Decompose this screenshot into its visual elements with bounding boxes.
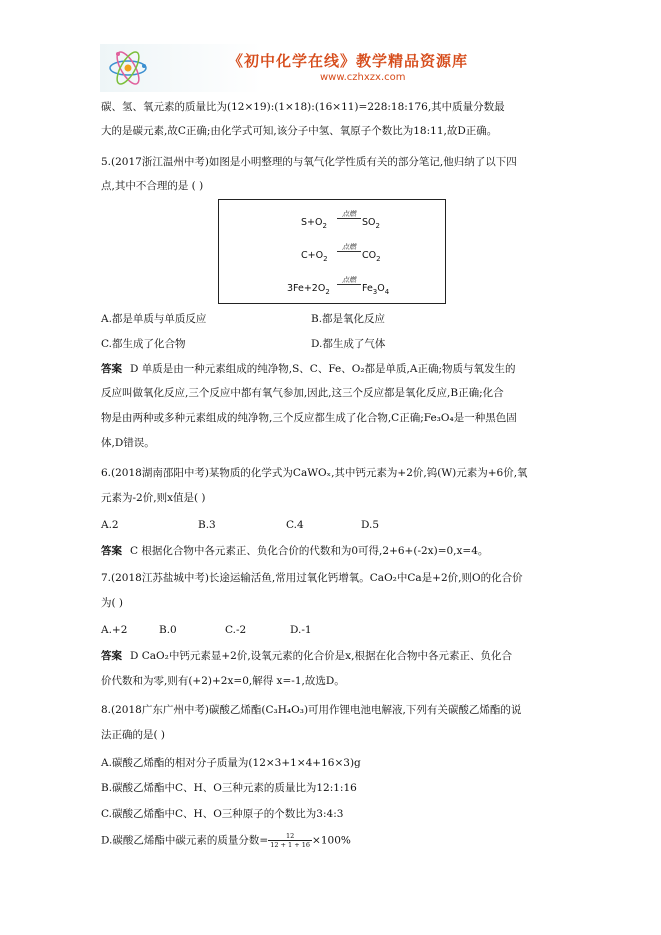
q5-option-d: D.都生成了气体	[311, 338, 386, 350]
q6-answer-line-1: 答案 C 根据化合物中各元素正、负化合价的代数和为0可得,2+6+(-2x)=0,x=4。	[101, 545, 489, 557]
q6-stem-line-2: 元素为-2价,则x值是( )	[101, 492, 206, 504]
equation-2-product: $CO_2$	[362, 250, 381, 263]
q6-option-d: D.5	[361, 519, 380, 531]
banner-title: 《初中化学在线》教学精品资源库	[228, 52, 469, 70]
q7-option-c: C.-2	[225, 624, 247, 636]
q7-stem-line-2: 为( )	[101, 597, 124, 609]
banner-url: www.czhxzx.com	[320, 72, 406, 83]
q7-stem-line-1: 7.(2018江苏盐城中考)长途运输活鱼,常用过氧化钙增氧。CaO₂中Ca是+2价,则O的化合价	[101, 572, 523, 584]
intro-line-2: 大的是碳元素,故C正确;由化学式可知,该分子中氢、氧原子个数比为18:11,故D正确。	[101, 125, 498, 137]
q5-answer-line-1: 答案 D 单质是由一种元素组成的纯净物,S、C、Fe、O₂都是单质,A正确;物质与氧发生的	[101, 363, 516, 375]
q7-option-d: D.-1	[290, 624, 312, 636]
q5-option-b: B.都是氧化反应	[311, 313, 386, 325]
equation-2-condition: 点燃	[337, 243, 361, 252]
q6-option-b: B.3	[198, 519, 216, 531]
q7-option-b: B.0	[159, 624, 177, 636]
equation-1-product: $SO_2$	[362, 217, 380, 230]
answer-label: 答案	[101, 363, 122, 375]
q7-answer-line-1: 答案 D CaO₂中钙元素显+2价,设氧元素的化合价是x,根据在化合物中各元素正、负化合	[101, 650, 512, 662]
q5-answer-line-4: 体,D错误。	[101, 437, 155, 449]
equation-3-condition: 点燃	[337, 276, 361, 285]
equation-1: $S+O_2$	[301, 217, 327, 230]
q5-stem-line-2: 点,其中不合理的是 ( )	[101, 180, 204, 192]
equation-3-product: $Fe_3O_4$	[362, 283, 390, 296]
q8-option-d: D.碳酸乙烯酯中碳元素的质量分数= $\frac{12}{12 + 1 + 16}$ ×100%	[101, 832, 351, 849]
intro-line-1: 碳、氢、氧元素的质量比为(12×19):(1×18):(16×11)=228:18:176,其中质量分数最	[101, 101, 505, 113]
equation-2: $C+O_2$	[301, 250, 328, 263]
q5-option-a: A.都是单质与单质反应	[101, 313, 207, 325]
q7-option-a: A.+2	[101, 624, 128, 636]
q6-option-a: A.2	[101, 519, 119, 531]
q5-answer-line-2: 反应叫做氧化反应,三个反应中都有氧气参加,因此,这三个反应都是氧化反应,B正确;化合	[101, 387, 504, 399]
q8-option-b: B.碳酸乙烯酯中C、H、O三种元素的质量比为12:1:16	[101, 782, 357, 794]
answer-label: 答案	[101, 650, 122, 662]
q5-stem-line-1: 5.(2017浙江温州中考)如图是小明整理的与氧气化学性质有关的部分笔记,他归纳了以下四	[101, 156, 517, 168]
q5-option-c: C.都生成了化合物	[101, 338, 186, 350]
q5-answer-line-3: 物是由两种或多种元素组成的纯净物,三个反应都生成了化合物,C正确;Fe₃O₄是一种黑色固	[101, 412, 517, 424]
q8-stem-line-2: 法正确的是( )	[101, 729, 166, 741]
answer-label: 答案	[101, 545, 122, 557]
q8-option-c: C.碳酸乙烯酯中C、H、O三种原子的个数比为3:4:3	[101, 808, 344, 820]
q8-option-a: A.碳酸乙烯酯的相对分子质量为(12×3+1×4+16×3)g	[101, 757, 361, 769]
fraction: $\frac{12}{12 + 1 + 16}$	[270, 832, 311, 849]
q8-stem-line-1: 8.(2018广东广州中考)碳酸乙烯酯(C₃H₄O₃)可用作锂电池电解液,下列有关碳酸乙烯酯的说	[101, 704, 522, 716]
atom-logo-icon	[106, 46, 150, 90]
q6-stem-line-1: 6.(2018湖南邵阳中考)某物质的化学式为CaWOₓ,其中钙元素为+2价,钨(W)元素为+6价,氧	[101, 467, 528, 479]
header-banner	[100, 44, 562, 92]
equation-box	[218, 199, 446, 304]
equation-1-condition: 点燃	[337, 210, 361, 219]
equation-3: $3Fe+2O_2$	[287, 283, 330, 296]
q6-option-c: C.4	[286, 519, 304, 531]
q7-answer-line-2: 价代数和为零,则有(+2)+2x=0,解得 x=-1,故选D。	[101, 675, 345, 687]
